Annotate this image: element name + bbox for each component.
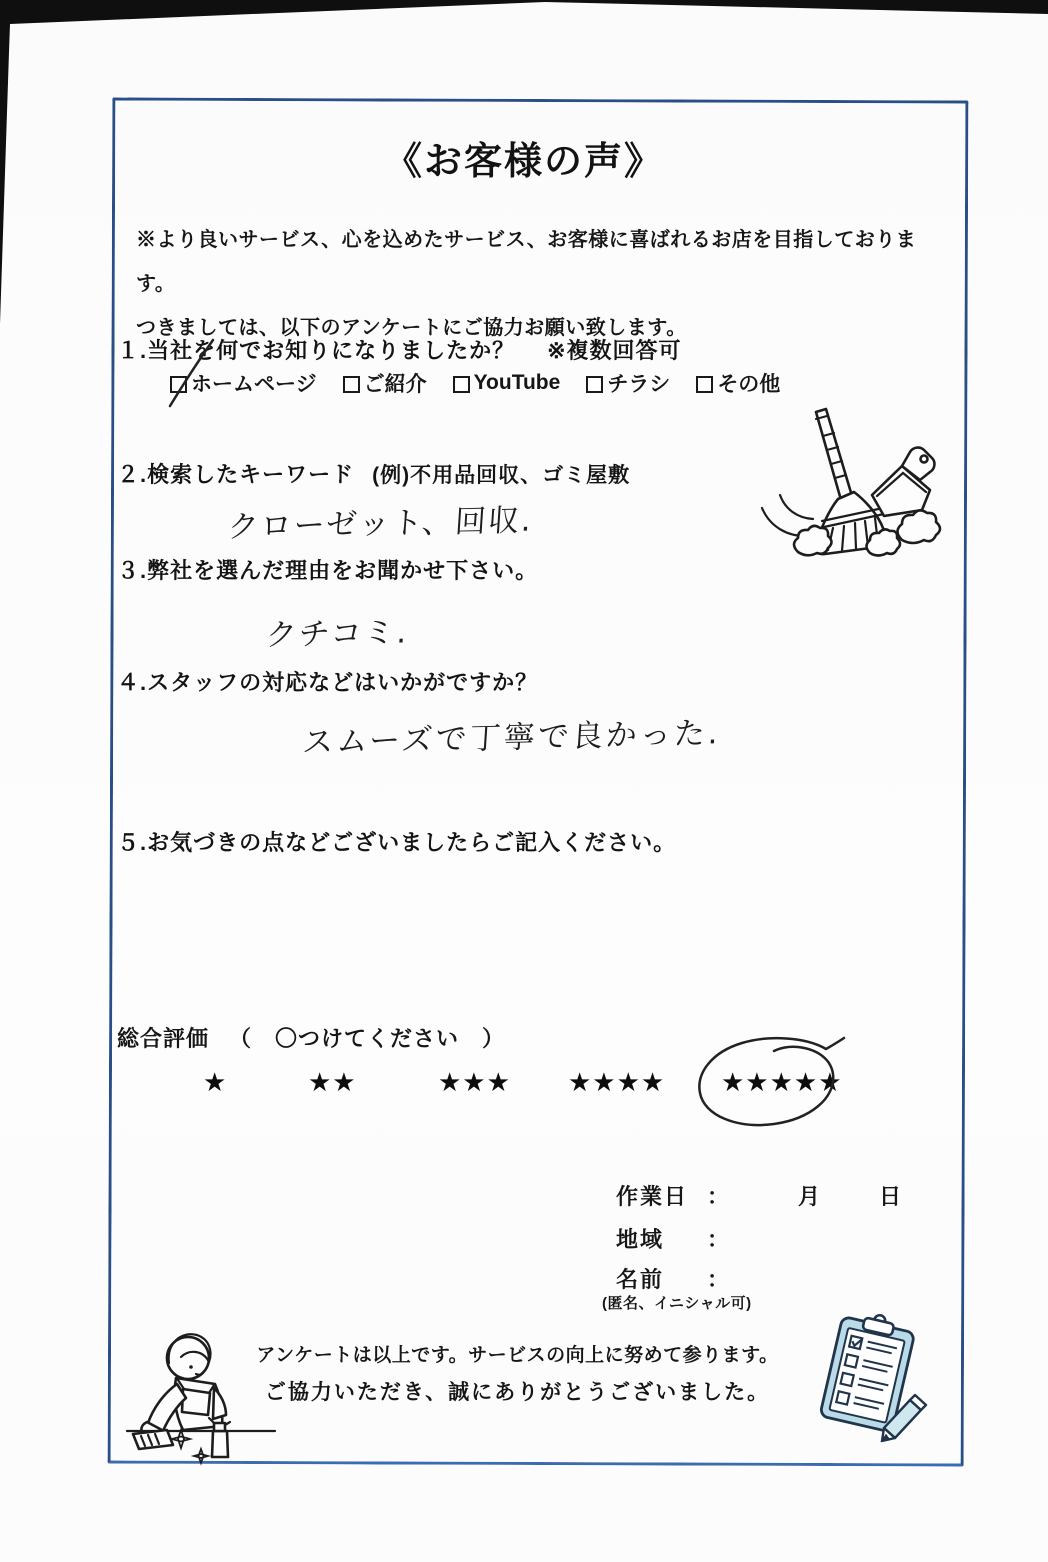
region-colon: ：	[707, 1227, 732, 1252]
overall-rating-heading	[117, 1022, 505, 1053]
option-label: ホームページ	[191, 373, 317, 396]
checkbox-icon[interactable]	[696, 376, 713, 393]
checkbox-option-youtube[interactable]	[453, 368, 561, 398]
broom-and-dustpan-illustration	[750, 400, 950, 580]
handwritten-answer-q4: スムーズで丁寧で良かった.	[301, 715, 723, 761]
cloth-icon	[133, 1430, 173, 1449]
question-2-label: ２.検索したキーワード	[117, 462, 355, 487]
sparkle-icon	[172, 1430, 208, 1463]
question-1-note: ※複数回答可	[547, 338, 682, 363]
footer-line-1: アンケートは以上です。サービスの向上に努めて参ります。	[256, 1345, 779, 1366]
rating-instruction: （ 〇つけてください ）	[229, 1026, 506, 1051]
cleaning-person-illustration	[125, 1318, 280, 1470]
question-3-heading	[117, 554, 538, 585]
checkbox-option-other[interactable]	[696, 368, 780, 398]
name-note: (匿名、イニシャル可)	[602, 1295, 752, 1312]
checkbox-icon[interactable]	[453, 376, 470, 393]
question-3-label: ３.弊社を選んだ理由をお聞かせ下さい。	[117, 558, 539, 583]
question-1-options	[170, 368, 780, 398]
option-label: ご紹介	[363, 373, 427, 396]
person-icon	[141, 1334, 226, 1435]
rating-option-5-stars[interactable]: ★★★★★	[721, 1068, 843, 1098]
rating-option-2-stars[interactable]: ★★	[308, 1068, 357, 1098]
checkbox-option-referral[interactable]	[343, 368, 427, 398]
overall-rating-label: 総合評価	[117, 1026, 210, 1051]
checkbox-option-flyer[interactable]	[586, 368, 670, 398]
intro-line-1: ※より良いサービス、心を込めたサービス、お客様に喜ばれるお店を目指しております。	[136, 229, 917, 295]
name-colon: ：	[707, 1267, 732, 1292]
question-1-label: １.当社を何でお知りになりましたか？	[117, 338, 516, 363]
region-label: 地域	[616, 1227, 665, 1252]
option-label: その他	[717, 373, 781, 396]
work-date-label: 作業日	[616, 1184, 689, 1209]
intro-text	[136, 218, 946, 350]
checkbox-icon[interactable]	[586, 376, 603, 393]
question-5-heading	[117, 826, 676, 857]
rating-option-4-stars[interactable]: ★★★★	[568, 1068, 666, 1098]
question-2-heading	[117, 458, 630, 489]
day-label: 日	[879, 1184, 904, 1209]
option-label: YouTube	[473, 371, 561, 394]
handwritten-answer-q2: クローゼット、回収.	[226, 502, 535, 546]
intro-line-2: つきましては、以下のアンケートにご協力お願い致します。	[136, 317, 687, 339]
month-label: 月	[798, 1184, 823, 1209]
question-5-label: ５.お気づきの点などございましたらご記入ください。	[117, 830, 677, 855]
question-4-heading	[117, 666, 538, 697]
handwritten-selection-circle	[692, 1034, 852, 1136]
rating-option-3-stars[interactable]: ★★★	[438, 1068, 511, 1098]
page-title: 《お客様の声》	[383, 141, 664, 183]
rating-option-1-star[interactable]: ★	[203, 1068, 228, 1098]
footer-text	[190, 1340, 845, 1406]
clipboard-illustration	[812, 1310, 934, 1448]
checkbox-icon[interactable]	[343, 376, 360, 393]
dustpan-icon	[872, 448, 934, 516]
footer-line-2: ご協力いただき、誠にありがとうございました。	[264, 1381, 771, 1404]
question-2-example: (例)不用品回収、ゴミ屋敷	[372, 464, 631, 487]
name-label: 名前	[616, 1267, 665, 1292]
question-4-label: ４.スタッフの対応などはいかがですか？	[117, 670, 539, 695]
handwritten-check-mark	[163, 336, 221, 410]
work-date-colon: ：	[707, 1184, 732, 1209]
handwritten-answer-q3: クチコミ.	[264, 614, 410, 654]
option-label: チラシ	[607, 373, 671, 396]
